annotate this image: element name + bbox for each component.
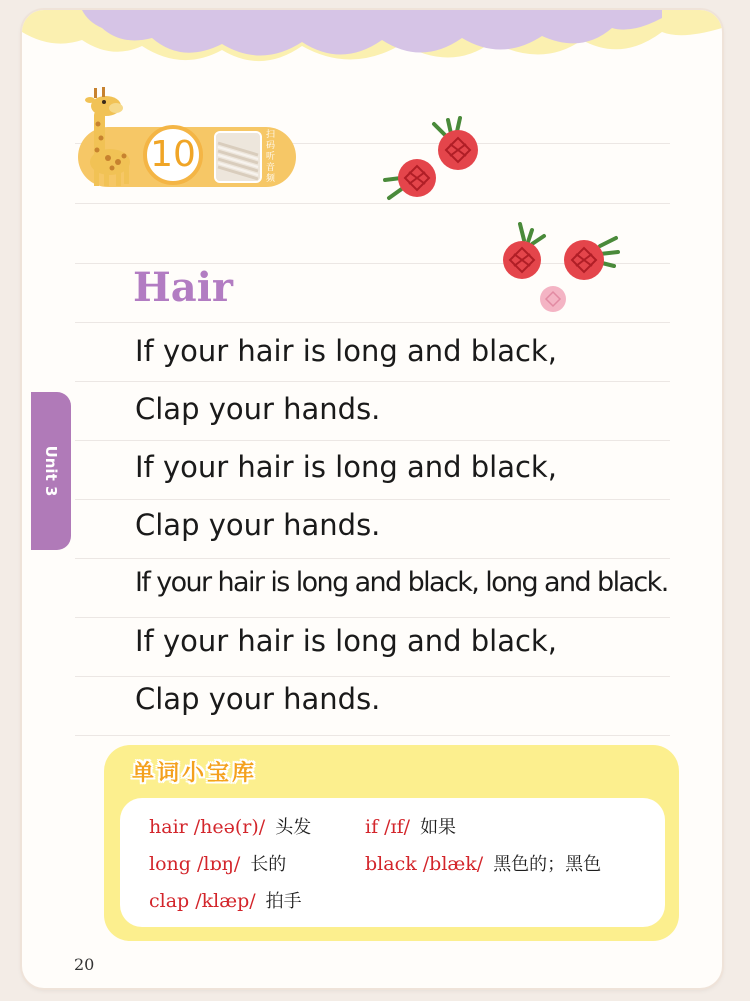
ruled-line (75, 735, 670, 736)
track-number: 10 (143, 125, 203, 185)
ruled-line (75, 440, 670, 441)
qr-code-icon[interactable] (214, 131, 262, 183)
ruled-line (75, 381, 670, 382)
vocab-meaning: 长的 (250, 854, 287, 875)
vocab-meaning: 头发 (275, 817, 312, 838)
vocab-word: black /blæk/ (365, 853, 484, 875)
ruled-line (75, 203, 670, 204)
flower-icon (500, 220, 552, 282)
lyric-line-7: Clap your hands. (135, 682, 381, 716)
vocab-entry-black (365, 852, 601, 877)
vocabulary-heading: 单词小宝库 (132, 761, 258, 786)
song-title: Hair (133, 264, 233, 311)
flower-icon (560, 232, 620, 284)
vocab-entry-clap (149, 889, 302, 914)
flower-bud-icon (538, 284, 568, 314)
vocab-meaning: 如果 (420, 817, 457, 838)
vocab-entry-hair (149, 815, 311, 840)
vocab-entry-long (149, 852, 286, 877)
scalloped-header-decoration (22, 10, 722, 90)
vocab-word: if /ɪf/ (365, 816, 411, 838)
vocab-entry-if (365, 815, 456, 840)
ruled-line (75, 322, 670, 323)
flower-icon (383, 152, 439, 206)
lyric-line-6: If your hair is long and black, (135, 624, 557, 658)
vocab-meaning: 拍手 (265, 891, 302, 912)
vocab-word: hair /heə(r)/ (149, 816, 266, 838)
giraffe-icon (72, 84, 134, 188)
page-number: 20 (74, 955, 95, 974)
ruled-line (75, 676, 670, 677)
lyric-line-3: If your hair is long and black, (135, 450, 557, 484)
ruled-line (75, 499, 670, 500)
lyric-line-4: Clap your hands. (135, 508, 381, 542)
vocab-word: clap /klæp/ (149, 890, 256, 912)
vocab-meaning: 黑色的；黑色 (493, 854, 602, 875)
unit-tab[interactable] (31, 392, 71, 550)
lyric-line-2: Clap your hands. (135, 392, 381, 426)
vocab-word: long /lɒŋ/ (149, 853, 241, 875)
lyric-line-1: If your hair is long and black, (135, 334, 557, 368)
ruled-line (75, 617, 670, 618)
scan-to-listen-label: 扫码听音频 (266, 130, 276, 184)
lyric-line-5: If your hair is long and black, long and black. (135, 567, 668, 598)
ruled-line (75, 558, 670, 559)
unit-tab-label: Unit 3 (42, 445, 60, 497)
